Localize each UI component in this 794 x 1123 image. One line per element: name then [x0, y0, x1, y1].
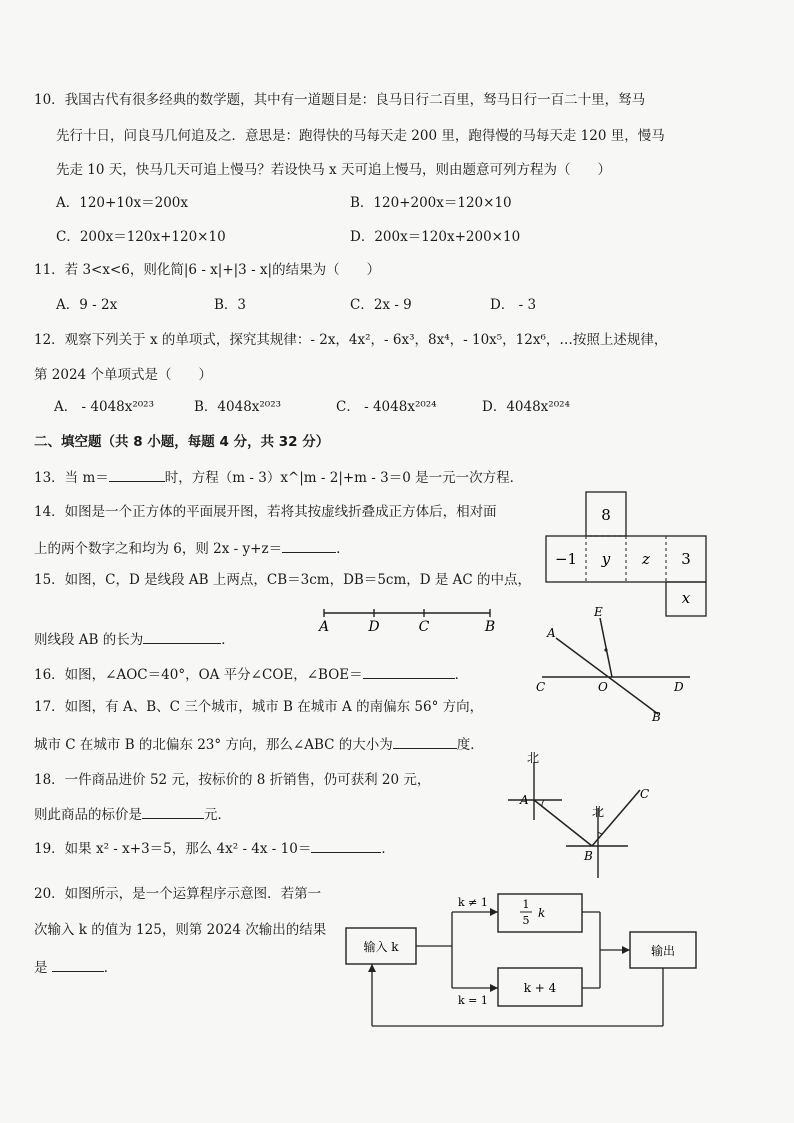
q20-suffix: ．	[103, 960, 118, 976]
flowchart-figure	[340, 888, 702, 1033]
q15-answer-blank[interactable]	[143, 629, 221, 644]
q12-option-d: D．4048x²⁰²⁴	[482, 399, 570, 415]
q20-line1: 20．如图所示，是一个运算程序示意图．若第一	[34, 886, 322, 902]
net-cell-left: −1	[554, 550, 578, 568]
q17-suffix: 度．	[456, 737, 484, 753]
segment-point-a: A	[318, 619, 330, 635]
q10-option-a: A．120+10x＝200x	[56, 195, 189, 211]
segment-point-b: B	[484, 619, 496, 635]
q17-prefix: 城市 C 在城市 B 的北偏东 23° 方向，那么∠ABC 的大小为	[34, 737, 393, 753]
flow-cond-bottom: k = 1	[458, 994, 488, 1007]
q10-option-b: B．120+200x＝120×10	[350, 195, 512, 211]
q18-suffix: 元．	[204, 807, 231, 823]
q12-line2: 第 2024 个单项式是（ ）	[34, 367, 212, 383]
q20-prefix: 是	[34, 960, 48, 976]
q20-line2: 次输入 k 的值为 125，则第 2024 次输出的结果	[34, 922, 327, 938]
flow-cond-top: k ≠ 1	[458, 896, 488, 909]
q14-prefix: 上的两个数字之和均为 6，则 2x - y+z＝	[34, 541, 283, 557]
cube-net-figure	[546, 490, 716, 618]
angle-figure	[534, 604, 704, 724]
q14-line2	[34, 538, 350, 558]
q11-option-c: C．2x - 9	[350, 297, 412, 313]
direction-figure	[500, 748, 672, 880]
q12-option-c: C． - 4048x²⁰²⁴	[336, 399, 437, 415]
flow-op-top-denominator: 5	[522, 914, 530, 927]
q11-line1: 11．若 3<x<6，则化简|6 - x|+|3 - x|的结果为（ ）	[34, 262, 381, 278]
q18-line2	[34, 804, 231, 824]
section-title: 二、填空题（共 8 小题，每题 4 分，共 32 分）	[34, 434, 330, 450]
q19-suffix: ．	[381, 841, 395, 857]
q11-option-a: A．9 - 2x	[56, 297, 118, 313]
q16-line	[34, 664, 468, 684]
flow-input-box: 输入 k	[363, 940, 399, 954]
flow-op-bottom: k + 4	[523, 981, 557, 995]
flow-op-top-var: k	[538, 906, 546, 920]
q17-answer-blank[interactable]	[393, 734, 457, 749]
q17-line1: 17．如图，有 A、B、C 三个城市，城市 B 在城市 A 的南偏东 56° 方向，	[34, 699, 484, 715]
q14-suffix: ．	[336, 541, 350, 557]
q11-option-b: B．3	[214, 297, 247, 313]
direction-north-b: 北	[592, 805, 605, 819]
segment-point-c: C	[418, 619, 430, 635]
flow-op-top-numerator: 1	[522, 898, 530, 911]
segment-point-d: D	[368, 619, 380, 635]
q20-line3	[34, 957, 117, 977]
segment-figure	[318, 603, 500, 633]
angle-label-o: O	[598, 680, 608, 694]
q16-suffix: ．	[454, 667, 469, 683]
q11-option-d: D． - 3	[490, 297, 537, 313]
flow-output-box: 输出	[650, 944, 676, 958]
q13-line	[34, 467, 523, 487]
q19-prefix: 19．如果 x² - x+3＝5，那么 4x² - 4x - 10＝	[34, 841, 312, 857]
net-cell-top: 8	[601, 506, 611, 524]
angle-label-b: B	[652, 710, 661, 724]
q12-line1: 12．观察下列关于 x 的单项式，探究其规律：- 2x，4x²，- 6x³，8x⁴，- 10x⁵，12x⁶，…按照上述规律，	[34, 332, 668, 348]
q10-line3: 先走 10 天，快马几天可追上慢马？若设快马 x 天可追上慢马，则由题意可列方程为（ ）	[56, 162, 611, 178]
q13-suffix: 时，方程（m - 3）x^|m - 2|+m - 3＝0 是一元一次方程．	[164, 470, 524, 486]
q12-option-b: B．4048x²⁰²³	[194, 399, 282, 415]
q14-line1: 14．如图是一个正方体的平面展开图，若将其按虚线折叠成正方体后，相对面	[34, 504, 497, 520]
q10-option-d: D．200x＝120x+200×10	[350, 229, 521, 245]
q10-line2: 先行十日，问良马几何追及之．意思是：跑得快的马每天走 200 里，跑得慢的马每天走 120 里，慢马	[56, 128, 665, 144]
q19-answer-blank[interactable]	[311, 838, 381, 853]
q15-prefix: 则线段 AB 的长为	[34, 632, 144, 648]
q15-suffix: ．	[221, 632, 235, 648]
q14-answer-blank[interactable]	[282, 538, 336, 553]
q17-line2	[34, 734, 484, 754]
q18-line1: 18．一件商品进价 52 元，按标价的 8 折销售，仍可获利 20 元，	[34, 772, 431, 788]
q16-prefix: 16．如图，∠AOC＝40°，OA 平分∠COE，∠BOE＝	[34, 667, 363, 683]
angle-label-a: A	[547, 626, 556, 640]
direction-north-top: 北	[527, 751, 540, 765]
direction-label-b: B	[584, 849, 593, 863]
net-cell-right: 3	[681, 550, 691, 568]
q18-prefix: 则此商品的标价是	[34, 807, 142, 823]
q12-option-a: A． - 4048x²⁰²³	[54, 399, 155, 415]
net-cell-y: y	[601, 550, 611, 568]
q16-answer-blank[interactable]	[363, 664, 455, 679]
q15-line1: 15．如图，C，D 是线段 AB 上两点，CB＝3cm，DB＝5cm，D 是 AC 的中点，	[34, 572, 532, 588]
q13-prefix: 13．当 m＝	[34, 470, 109, 486]
net-cell-x: x	[681, 589, 691, 607]
net-cell-z: z	[642, 550, 650, 568]
angle-label-d: D	[674, 680, 684, 694]
q15-line2	[34, 629, 235, 649]
direction-label-c: C	[640, 787, 650, 801]
angle-label-e: E	[594, 605, 603, 619]
direction-label-a: A	[520, 793, 529, 807]
q20-answer-blank[interactable]	[52, 957, 104, 972]
q18-answer-blank[interactable]	[142, 804, 204, 819]
q19-line	[34, 838, 395, 858]
q13-answer-blank[interactable]	[109, 467, 165, 482]
angle-label-c: C	[536, 680, 546, 694]
q10-line1: 10．我国古代有很多经典的数学题，其中有一道题目是：良马日行二百里，驽马日行一百二十里，驽马	[34, 92, 646, 108]
q10-option-c: C．200x＝120x+120×10	[56, 229, 226, 245]
